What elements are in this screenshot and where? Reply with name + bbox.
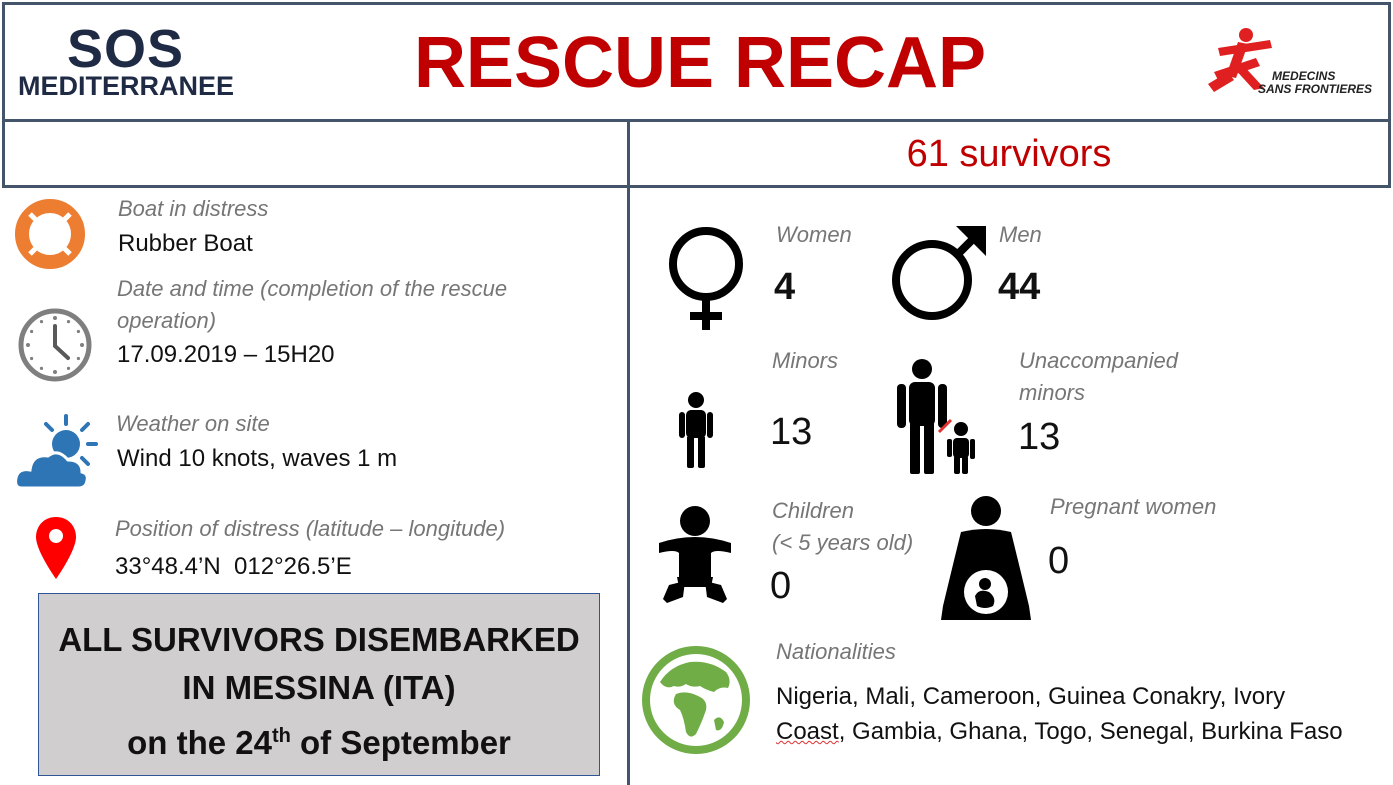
- unaccompanied-value: 13: [1018, 416, 1061, 458]
- sos-mediterranee-logo: [18, 19, 235, 101]
- minors-label: Minors: [772, 348, 839, 373]
- disembark-line3-post: of September: [290, 724, 511, 761]
- datetime-label-line1: Date and time (completion of the rescue: [117, 276, 508, 301]
- survivors-count: 61 survivors: [906, 133, 1112, 175]
- minor-figure-icon: [676, 390, 716, 470]
- datetime-label-line2: operation): [117, 308, 217, 333]
- unaccompanied-minors-icon: [893, 358, 983, 476]
- left-title-cell: [2, 119, 630, 188]
- position-label: Position of distress (latitude – longitude): [115, 516, 506, 541]
- disembark-line2: IN MESSINA (ITA): [182, 669, 456, 706]
- male-symbol-icon: [890, 224, 990, 324]
- pregnant-woman-icon: [937, 496, 1035, 622]
- lifebuoy-icon: [14, 198, 86, 270]
- datetime-value: 17.09.2019 – 15H20: [117, 341, 335, 368]
- page-title: RESCUE RECAP: [413, 23, 987, 103]
- sos-logo-line2: MEDITERRANEE: [18, 71, 235, 101]
- men-label: Men: [999, 222, 1042, 247]
- weather-icon: [14, 414, 100, 492]
- disembark-line3-sup: th: [271, 725, 291, 747]
- sos-logo-line1: SOS: [66, 19, 185, 79]
- msf-logo: [1206, 26, 1376, 100]
- women-label: Women: [776, 222, 852, 247]
- children-label-line1: Children: [772, 498, 854, 523]
- pregnant-value: 0: [1048, 540, 1070, 582]
- boat-value: Rubber Boat: [118, 230, 253, 257]
- boat-label: Boat in distress: [118, 196, 269, 221]
- baby-icon: [655, 505, 735, 605]
- map-pin-icon: [34, 515, 78, 581]
- pregnant-label: Pregnant women: [1050, 494, 1217, 519]
- msf-logo-line1: MEDECINS: [1272, 69, 1336, 83]
- msf-logo-line2: SANS FRONTIERES: [1258, 82, 1373, 96]
- disembark-line3: [39, 712, 599, 767]
- nationalities-label: Nationalities: [776, 639, 896, 664]
- weather-value: Wind 10 knots, waves 1 m: [117, 445, 398, 472]
- nationalities-line1: Nigeria, Mali, Cameroon, Guinea Conakry, Ivory: [776, 683, 1286, 710]
- unaccompanied-label-line1: Unaccompanied: [1019, 348, 1178, 373]
- nationalities-line2: [776, 716, 1343, 748]
- children-label-line2: (< 5 years old): [772, 530, 914, 555]
- children-value: 0: [770, 565, 792, 607]
- globe-icon: [640, 644, 752, 756]
- weather-label: Weather on site: [116, 411, 270, 436]
- men-value: 44: [998, 266, 1041, 308]
- disembark-line1: ALL SURVIVORS DISEMBARKED: [58, 621, 580, 658]
- position-value: 33°48.4’N 012°26.5’E: [115, 553, 352, 580]
- nationalities-line2-a: Coast: [776, 718, 839, 745]
- clock-icon: [16, 306, 94, 384]
- disembark-box: [38, 593, 600, 776]
- women-value: 4: [774, 266, 796, 308]
- column-divider: [627, 186, 630, 785]
- minors-value: 13: [770, 411, 813, 453]
- nationalities-line2-b: , Gambia, Ghana, Togo, Senegal, Burkina Faso: [838, 718, 1343, 745]
- disembark-line3-pre: on the 24: [127, 724, 272, 761]
- female-symbol-icon: [668, 224, 748, 332]
- unaccompanied-label-line2: minors: [1019, 380, 1086, 405]
